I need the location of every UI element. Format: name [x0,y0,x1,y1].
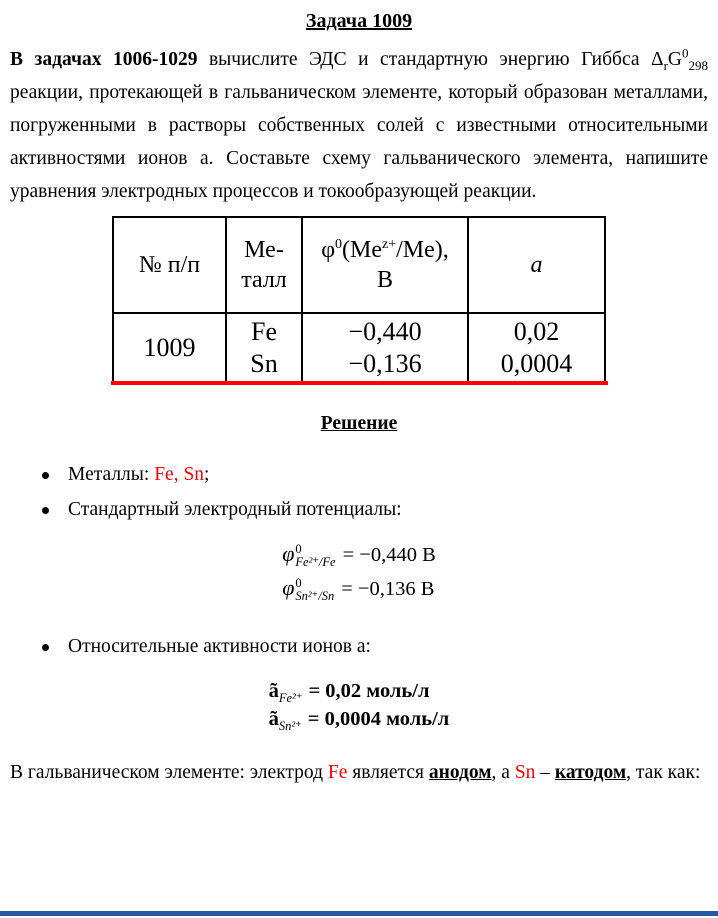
activity-sn-sub: Sn²⁺ [278,718,302,733]
conclusion-paragraph [10,756,708,790]
metal-sn: Sn [250,349,278,378]
header-activity: a [468,217,605,313]
bullet-metals [42,463,704,487]
phi-sn-sup: 0 [295,575,302,590]
potential-equations [0,536,718,609]
metals-label: Металлы: [68,464,155,485]
a-tilde-symbol: ã [268,679,279,702]
phi-sn-scripts [295,577,334,604]
intro-text-segment: вычислите ЭДС и стандартную энергию Гиббса Δ [197,49,664,70]
bullet-activities [42,635,704,659]
header-potential [302,217,468,313]
bullet-icon [42,644,49,651]
phi-fe-scripts [295,543,335,570]
phi-fe-value: = −0,440 В [342,544,436,566]
phi-sn-value: = −0,136 В [341,577,435,600]
potential-fe: −0,440 [348,317,422,346]
table-red-underline [111,381,608,385]
equation-phi-fe [282,541,436,570]
potential-equations-inner [282,536,436,609]
phi-sn-sub: Sn²⁺/Sn [295,589,335,604]
header-potential-text: (Me [342,237,383,263]
header-metal-line2: талл [241,267,287,293]
metals-list: Fe, Sn [154,464,205,485]
phi-fe-sub: Fe²⁺/Fe [295,555,336,570]
header-potential-unit: В [376,267,393,293]
phi-symbol: φ [282,541,295,566]
equation-activity-fe [269,680,450,703]
footer-text-segment: , так как: [626,761,701,783]
header-metal [226,217,302,313]
a-tilde-symbol: ã [268,707,279,730]
activity-equations [0,675,718,736]
cell-metals [226,313,302,383]
phi-symbol: φ [321,237,336,263]
activity-sn-value: = 0,0004 моль/л [307,707,450,730]
footer-text-segment: , а [491,761,515,783]
intro-text-segment: реакции, протекающей в гальваническом элементе, который образован металлами, погруженными в растворы собственных солей с известными относительными активностями ионов а. Составьте схему гальванического элемента, напишите уравнения электродных процессов и токообразующей реакции. [10,82,708,202]
equation-phi-sn [282,575,436,604]
footer-text-segment: является [347,761,429,783]
table-data-row [113,313,605,383]
bullet-potentials-text: Стандартный электродный потенциалы: [68,499,402,520]
activity-fe-sub: Fe²⁺ [278,690,303,705]
activity-equations-inner [269,675,450,736]
bottom-blue-line [0,911,718,916]
cell-activities [468,313,605,383]
bullet-metals-text [68,463,209,487]
footer-text-segment: – [535,761,555,783]
conditions-table [112,216,606,384]
problem-number-value: 1009 [143,333,196,362]
document-page [0,10,718,790]
metal-fe: Fe [251,317,277,346]
gibbs-symbol: G [667,49,682,70]
phi-fe-sup: 0 [295,541,302,556]
header-metal-line1: Ме- [244,237,284,263]
header-potential-text: /Me), [396,237,449,263]
me-sup-z: z+ [382,237,397,252]
bullet-activities-text: Относительные активности ионов а: [68,635,371,657]
header-number: № п/п [113,217,226,313]
metals-tail: ; [204,464,210,485]
bullet-potentials [42,498,704,522]
intro-bold-range: В задачах 1006-1029 [10,49,198,70]
equation-activity-sn [269,708,450,731]
cathode-metal: Sn [514,761,536,783]
activity-fe-value: = 0,02 моль/л [308,679,430,702]
activity-sn: 0,0004 [500,349,573,378]
intro-paragraph [10,43,708,208]
phi-symbol: φ [282,574,295,600]
conditions-table-wrap [0,216,718,385]
potential-sn: −0,136 [348,349,422,378]
gibbs-sub-r: r [663,57,668,73]
phi-sup-0: 0 [335,237,343,252]
solution-heading: Решение [320,413,398,434]
gibbs-sup-0: 0 [682,45,689,61]
cell-problem-number [113,313,226,383]
activity-fe: 0,02 [513,317,560,346]
gibbs-sub-298: 298 [688,57,708,73]
footer-text-segment: В гальваническом элементе: электрод [10,761,328,783]
bullet-icon [42,507,49,514]
anode-metal: Fe [327,761,348,783]
cell-potentials [302,313,468,383]
anode-word: анодом [428,761,492,783]
table-header-row [113,217,605,313]
cathode-word: катодом [554,761,627,783]
problem-title: Задача 1009 [305,10,413,32]
bullet-icon [42,472,49,479]
